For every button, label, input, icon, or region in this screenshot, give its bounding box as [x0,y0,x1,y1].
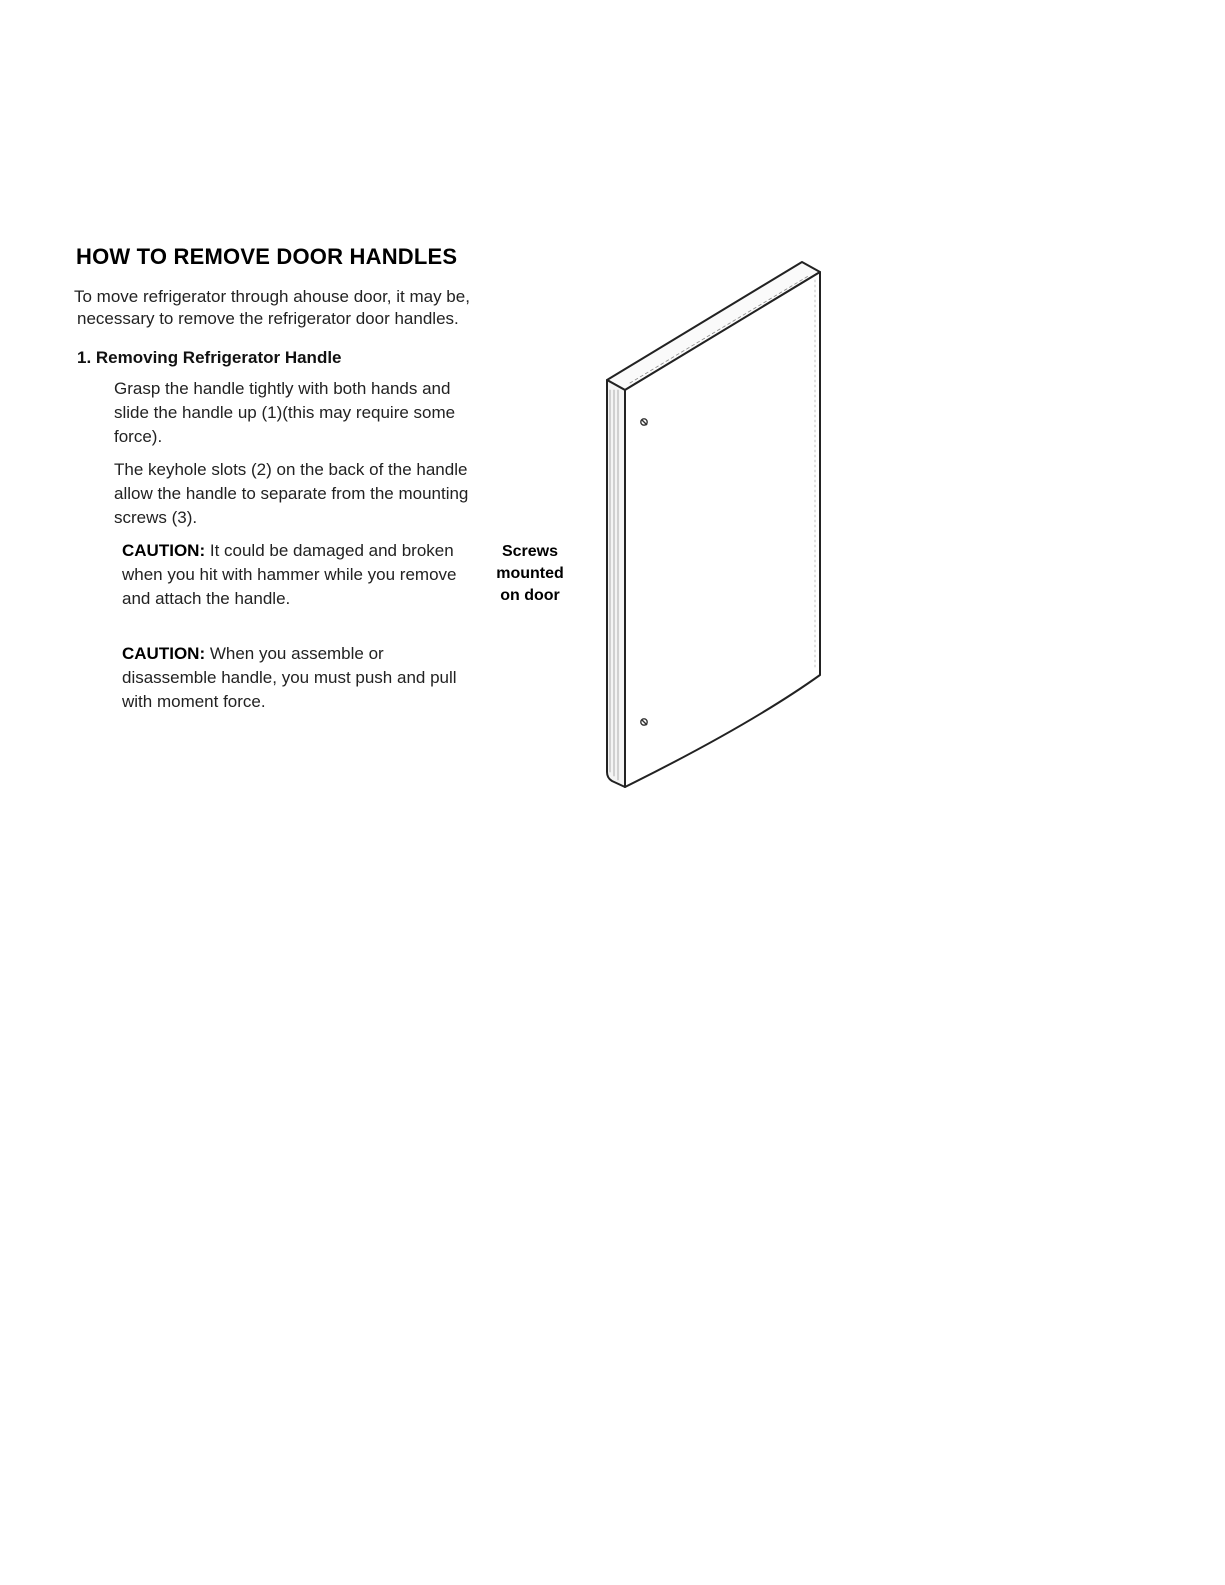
step-heading: 1. Removing Refrigerator Handle [77,348,342,367]
caution-note-2 [122,642,462,714]
page-title: HOW TO REMOVE DOOR HANDLES [76,244,458,269]
intro-text [74,286,574,330]
screws-label-line-3: on door [500,587,560,604]
caution-label: CAUTION: [122,541,206,560]
refrigerator-door-icon [590,250,840,800]
screws-label [480,541,580,607]
screws-label-line-1: Screws [501,543,559,560]
caution-text: It could be damaged and broken when you hit with hammer while you remove and attach the handle. [122,541,457,608]
caution-note-1 [122,539,462,611]
screws-label-line-2: mounted [496,565,564,582]
step-paragraph-1: Grasp the handle tightly with both hands and slide the handle up (1)(this may require some force). [114,379,456,446]
intro-line-2: necessary to remove the refrigerator door handles. [77,309,459,328]
intro-line-1: To move refrigerator through ahouse door, it may be, [74,287,470,306]
caution-label: CAUTION: [122,644,206,663]
caution-text: When you assemble or disassemble handle, you must push and pull with moment force. [122,644,457,711]
step-paragraph-2: The keyhole slots (2) on the back of the handle allow the handle to separate from the mounting screws (3). [114,460,469,527]
